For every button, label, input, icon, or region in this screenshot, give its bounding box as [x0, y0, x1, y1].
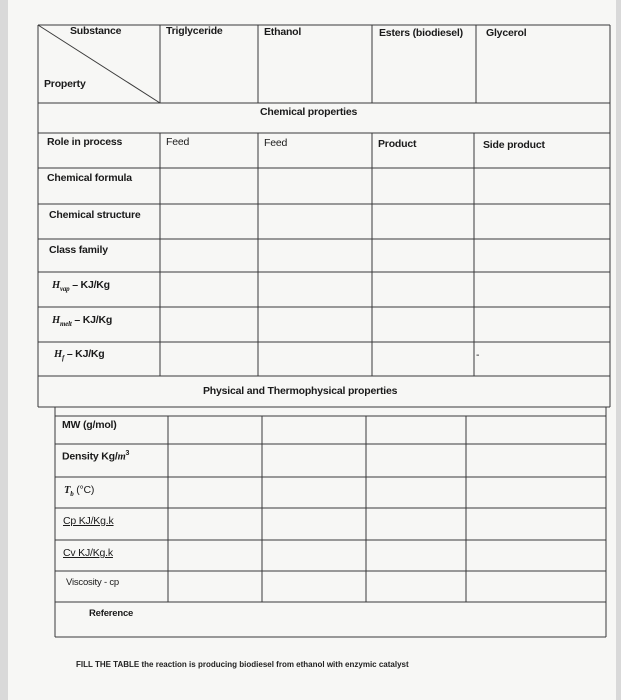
row-chemical-formula-label: Chemical formula	[47, 172, 132, 184]
row-cv-label: Cv KJ/Kg.k	[63, 547, 113, 559]
row-tb-label	[64, 484, 94, 498]
density-superscript: 3	[125, 450, 130, 457]
column-header-glycerol: Glycerol	[486, 27, 527, 39]
row-viscosity-label: Viscosity - cp	[66, 577, 119, 588]
row-reference-label: Reference	[89, 608, 134, 619]
instruction-footer: FILL THE TABLE the reaction is producing biodiesel from ethanol with enzymic catalyst	[76, 660, 409, 669]
h-melt-symbol: H	[52, 315, 60, 326]
h-melt-unit: – KJ/Kg	[71, 314, 113, 326]
role-value-esters: Product	[378, 138, 417, 150]
section-chemical-properties: Chemical properties	[260, 106, 358, 118]
column-header-esters: Esters (biodiesel)	[379, 27, 463, 39]
h-vap-unit: – KJ/Kg	[69, 279, 110, 291]
substance-label: Substance	[70, 25, 122, 37]
role-value-ethanol: Feed	[264, 137, 288, 149]
h-f-unit: – KJ/Kg	[64, 348, 105, 360]
row-mw-label: MW (g/mol)	[62, 419, 117, 431]
row-class-family-label: Class family	[49, 244, 108, 256]
tb-unit: (°C)	[73, 484, 95, 496]
row-h-f-label	[54, 348, 105, 362]
row-density-label	[62, 450, 129, 463]
row-chemical-structure-label: Chemical structure	[49, 209, 141, 221]
stray-mark: -	[476, 349, 480, 361]
density-text: Density Kg/	[62, 450, 118, 463]
column-header-ethanol: Ethanol	[264, 26, 302, 38]
h-melt-subscript: melt	[59, 320, 72, 329]
row-cp-label: Cp KJ/Kg.k	[63, 515, 114, 527]
density-unit: m	[117, 451, 126, 463]
section-physical-properties: Physical and Thermophysical properties	[203, 385, 398, 397]
tb-subscript: b	[70, 490, 74, 499]
h-vap-symbol: H	[52, 280, 60, 291]
row-h-melt-label	[52, 314, 112, 328]
row-role-label: Role in process	[47, 136, 123, 148]
h-vap-subscript: vap	[59, 285, 70, 294]
h-f-symbol: H	[54, 349, 62, 360]
role-value-glycerol: Side product	[483, 139, 545, 151]
h-f-subscript: f	[61, 354, 65, 363]
column-header-triglyceride: Triglyceride	[166, 25, 223, 37]
row-h-vap-label	[52, 279, 110, 293]
tb-symbol: T	[64, 485, 71, 496]
role-value-triglyceride: Feed	[166, 136, 190, 148]
property-label: Property	[44, 78, 86, 90]
